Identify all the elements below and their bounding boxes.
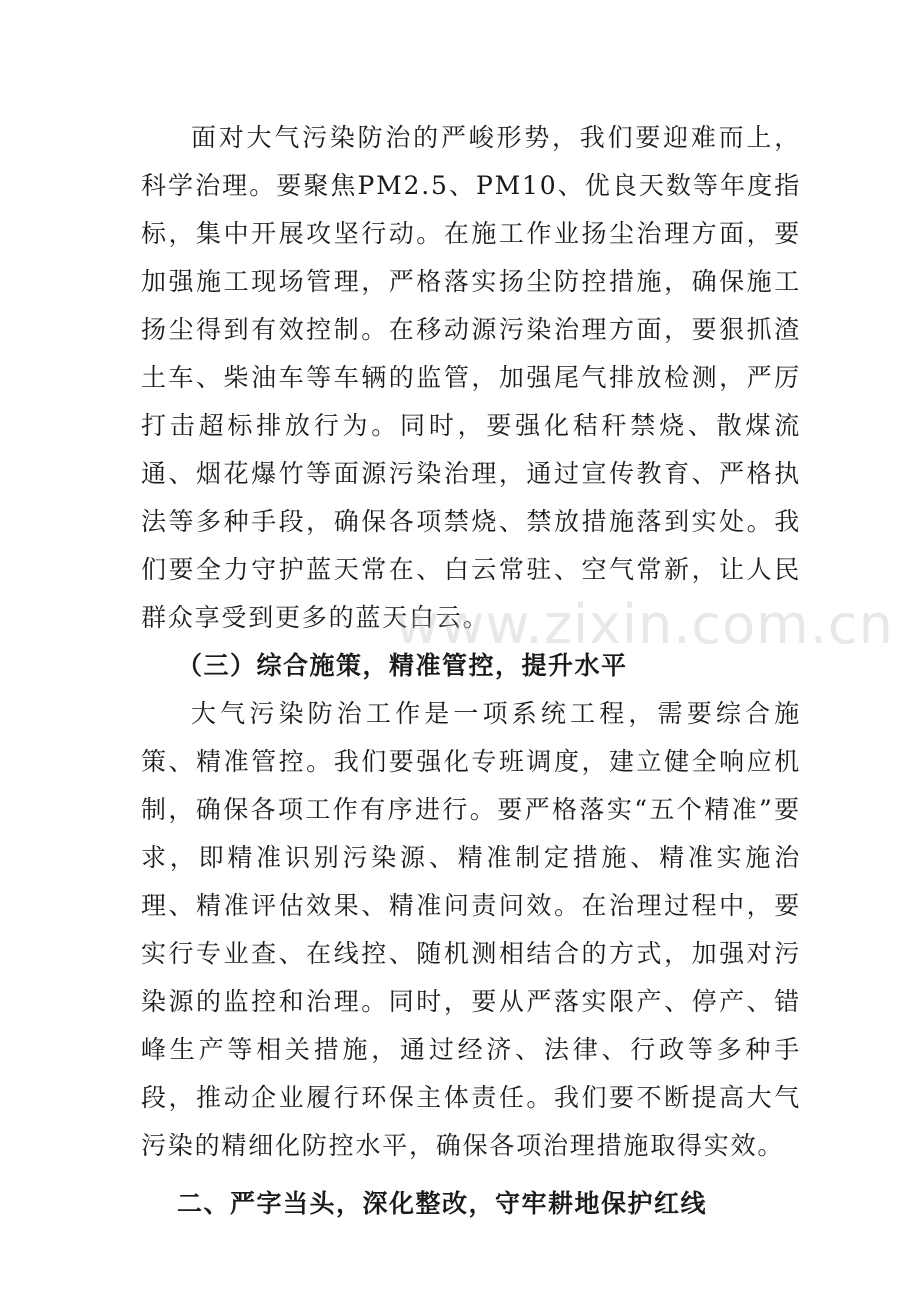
document-body	[141, 114, 801, 1228]
body-paragraph: 大气污染防治工作是一项系统工程，需要综合施策、精准管控。我们要强化专班调度，建立健全响应机制，确保各项工作有序进行。要严格落实“五个精准”要求，即精准识别污染源、精准制定措施、精准实施治理、精准评估效果、精准问责问效。在治理过程中，要实行专业查、在线控、随机测相结合的方式，加强对污染源的监控和治理。同时，要从严落实限产、停产、错峰生产等相关措施，通过经济、法律、行政等多种手段，推动企业履行环保主体责任。我们要不断提高大气污染的精细化防控水平，确保各项治理措施取得实效。	[141, 699, 801, 1160]
watermark: www.zixin.com.cn	[395, 593, 894, 656]
body-paragraph: 面对大气污染防治的严峻形势，我们要迎难而上，科学治理。要聚焦PM2.5、PM10、优良天数等年度指标，集中开展攻坚行动。在施工作业扬尘治理方面，要加强施工现场管理，严格落实扬尘防控措施，确保施工扬尘得到有效控制。在移动源污染治理方面，要狠抓渣土车、柴油车等车辆的监管，加强尾气排放检测，严厉打击超标排放行为。同时，要强化秸秆禁烧、散煤流通、烟花爆竹等面源污染治理，通过宣传教育、严格执法等多种手段，确保各项禁烧、禁放措施落到实处。我们要全力守护蓝天常在、白云常驻、空气常新，让人民群众享受到更多的蓝天白云。	[141, 123, 801, 632]
section-heading-2: 二、严字当头，深化整改，守牢耕地保护红线	[177, 1189, 708, 1218]
section-heading-3: （三）综合施策，精准管控，提升水平	[177, 651, 628, 680]
